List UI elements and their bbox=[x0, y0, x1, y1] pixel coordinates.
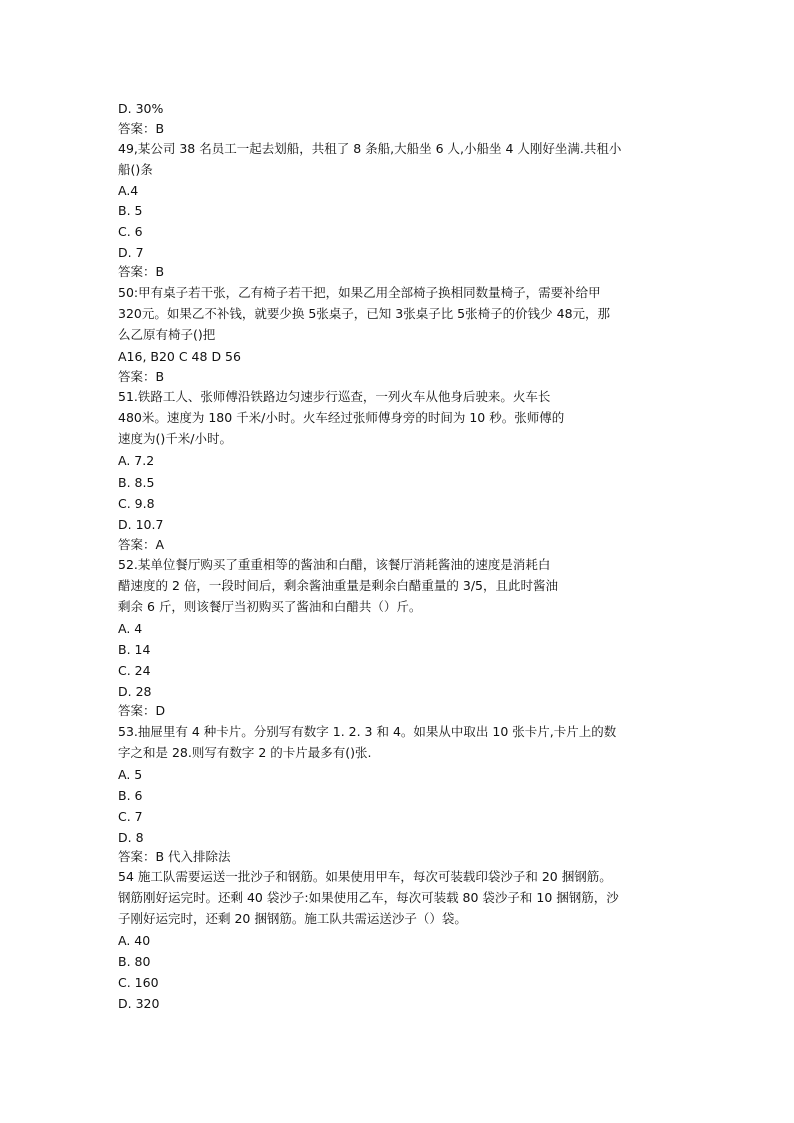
option-line: A. 4 bbox=[118, 621, 143, 636]
answer-line: 答案：B bbox=[118, 369, 165, 384]
option-line: A. 5 bbox=[118, 767, 143, 782]
question-line: 50:甲有桌子若干张，乙有椅子若干把，如果乙用全部椅子换相同数量椅子，需要补给甲 bbox=[118, 285, 601, 300]
option-line: D. 10.7 bbox=[118, 517, 164, 532]
option-line: B. 6 bbox=[118, 788, 143, 803]
question-line: 子刚好运完时，还剩 20 捆钢筋。施工队共需运送沙子（）袋。 bbox=[118, 911, 467, 926]
option-line: A16, B20 C 48 D 56 bbox=[118, 349, 241, 364]
question-line: 320元。如果乙不补钱，就要少换 5张桌子，已知 3张桌子比 5张椅子的价钱少 48元，那 bbox=[118, 306, 611, 321]
option-line: C. 7 bbox=[118, 809, 143, 824]
option-line: B. 5 bbox=[118, 203, 143, 218]
option-line: C. 9.8 bbox=[118, 496, 155, 511]
question-line: 么乙原有椅子()把 bbox=[118, 327, 216, 342]
answer-line: 答案：A bbox=[118, 537, 165, 552]
question-line: 54 施工队需要运送一批沙子和钢筋。如果使用甲车，每次可装载印袋沙子和 20 捆钢筋。 bbox=[118, 869, 612, 884]
option-line: D. 28 bbox=[118, 684, 152, 699]
option-line: B. 8.5 bbox=[118, 475, 155, 490]
option-line: A. 7.2 bbox=[118, 453, 155, 468]
answer-line: 答案：B bbox=[118, 264, 165, 279]
question-line: 醋速度的 2 倍，一段时间后，剩余酱油重量是剩余白醋重量的 3/5，且此时酱油 bbox=[118, 578, 558, 593]
question-line: 剩余 6 斤，则该餐厅当初购买了酱油和白醋共（）斤。 bbox=[118, 599, 422, 614]
question-line: 51.铁路工人、张师傅沿铁路边匀速步行巡查，一列火车从他身后驶来。火车长 bbox=[118, 389, 551, 404]
question-line: 53.抽屉里有 4 种卡片。分别写有数字 1. 2. 3 和 4。如果从中取出 10 张卡片,卡片上的数 bbox=[118, 724, 617, 739]
question-line: 速度为()千米/小时。 bbox=[118, 431, 232, 446]
question-line: 字之和是 28.则写有数字 2 的卡片最多有()张. bbox=[118, 745, 372, 760]
question-line: 480米。速度为 180 千米/小时。火车经过张师傅身旁的时间为 10 秒。张师傅的 bbox=[118, 410, 565, 425]
question-line: 49,某公司 38 名员工一起去划船，共租了 8 条船,大船坐 6 人,小船坐 4 人刚好坐满.共租小 bbox=[118, 141, 622, 156]
option-line: D. 30% bbox=[118, 101, 164, 116]
option-line: C. 6 bbox=[118, 224, 143, 239]
answer-line: 答案：B 代入排除法 bbox=[118, 849, 231, 864]
question-line: 52.某单位餐厅购买了重重相等的酱油和白醋，该餐厅消耗酱油的速度是消耗白 bbox=[118, 557, 551, 572]
option-line: B. 14 bbox=[118, 642, 151, 657]
option-line: D. 320 bbox=[118, 996, 160, 1011]
question-line: 钢筋刚好运完时。还剩 40 袋沙子:如果使用乙车，每次可装载 80 袋沙子和 10 捆钢筋，沙 bbox=[118, 890, 619, 905]
option-line: D. 8 bbox=[118, 830, 144, 845]
option-line: A.4 bbox=[118, 183, 139, 198]
answer-line: 答案：B bbox=[118, 121, 165, 136]
option-line: C. 160 bbox=[118, 975, 159, 990]
question-line: 船()条 bbox=[118, 162, 153, 177]
option-line: B. 80 bbox=[118, 954, 151, 969]
option-line: C. 24 bbox=[118, 663, 151, 678]
option-line: D. 7 bbox=[118, 245, 144, 260]
answer-line: 答案：D bbox=[118, 703, 166, 718]
option-line: A. 40 bbox=[118, 933, 151, 948]
